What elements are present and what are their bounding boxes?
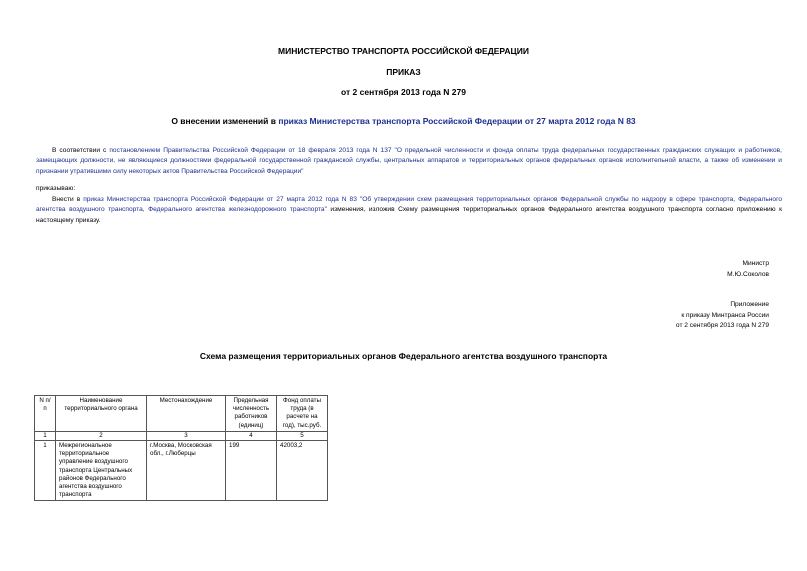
- row-fund-cell: 42003,2: [277, 441, 328, 501]
- header-cell-fund: Фонд оплаты труда (в расчете на год), тыс.руб.: [277, 396, 328, 432]
- appendix-line-3: от 2 сентября 2013 года N 279: [675, 322, 769, 330]
- document-title: [0, 116, 807, 126]
- row-staff-cell: 199: [226, 441, 277, 501]
- order-paragraph: [36, 195, 782, 226]
- number-cell: 4: [226, 431, 277, 440]
- row-location-cell: г.Москва, Московская обл., г.Люберцы: [147, 441, 226, 501]
- signature-block: [727, 259, 769, 280]
- row-number-cell: 1: [35, 441, 56, 501]
- table-header-row: [35, 396, 328, 432]
- scheme-title: Схема размещения территориальных органов Федерального агентства воздушного транспорта: [199, 351, 608, 361]
- order-heading: ПРИКАЗ: [386, 67, 421, 77]
- scheme-table: [34, 395, 328, 501]
- number-cell: 1: [35, 431, 56, 440]
- number-cell: 3: [147, 431, 226, 440]
- header-cell-location: Местонахождение: [147, 396, 226, 432]
- appendix-line-1: Приложение: [730, 301, 769, 308]
- order-text-suffix: изменения, изложив Схему размещения территориальных органов Федерального агентства воздушного транспорта согласно приложению к настоящему приказу.: [36, 206, 782, 224]
- appendix-line-2: к приказу Минтранса России: [681, 311, 769, 319]
- decree-link[interactable]: постановлением Правительства Российской Федерации от 18 февраля 2013 года N 137 "О предельной численности и фонда оплаты труда федеральных государственных гражданских служащих и работников, замещающих должности, не являющиеся должностями федеральной государственной гражданской службы, центральных аппаратов и территориальных органов федеральных органов исполнительной власти, а также об изменении и признании утратившими силу некоторых актов Правительства Российской Федерации": [36, 147, 782, 175]
- amended-order-link[interactable]: приказ Министерства транспорта Российской Федерации от 27 марта 2012 года N 83 "Об утверждении схем размещения территориальных органов Федеральной службы по надзору в сфере транспорта, Федерального агентства воздушного транспорта, Федерального агентства железнодорожного транспорта": [36, 196, 782, 214]
- number-cell: 5: [277, 431, 328, 440]
- signature-position: Министр: [742, 260, 769, 267]
- title-link[interactable]: приказ Министерства транспорта Российской Федерации от 27 марта 2012 года N 83: [278, 116, 636, 126]
- header-cell-number: N п/п: [35, 396, 56, 432]
- row-name-cell: Межрегиональное территориальное управление воздушного транспорта Центральных районов Федерального агентства воздушного транспорта: [56, 441, 147, 501]
- header-cell-name: Наименование территориального органа: [56, 396, 147, 432]
- preamble-paragraph: [36, 146, 782, 177]
- order-date: от 2 сентября 2013 года N 279: [341, 87, 466, 97]
- table-numbers-row: [35, 431, 328, 440]
- order-text-prefix: Внести в: [52, 196, 84, 203]
- preamble-text: В соответствии с: [52, 147, 110, 154]
- table-row: [35, 441, 328, 501]
- order-word: приказываю:: [36, 185, 76, 192]
- appendix-block: [676, 300, 769, 332]
- signature-name: М.Ю.Соколов: [727, 270, 769, 278]
- header-cell-staff: Предельная численность работников (единиц): [226, 396, 277, 432]
- number-cell: 2: [56, 431, 147, 440]
- ministry-heading: МИНИСТЕРСТВО ТРАНСПОРТА РОССИЙСКОЙ ФЕДЕРАЦИИ: [278, 46, 529, 56]
- title-prefix: О внесении изменений в: [171, 116, 279, 126]
